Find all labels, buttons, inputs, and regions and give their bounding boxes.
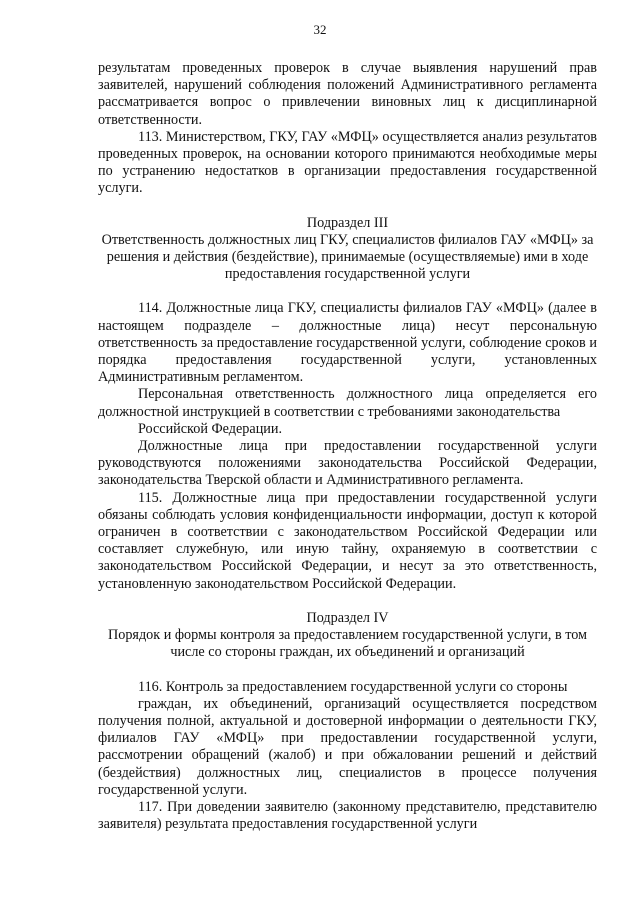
paragraph-114: 114. Должностные лица ГКУ, специалисты филиалов ГАУ «МФЦ» (далее в настоящем подразделе – должностные лица) несут персональную ответственность за предоставление государственной услуги, соблюдение сроков и порядка предоставления государственной услуги, установленных Административным регламентом. xyxy=(98,300,597,386)
spacer xyxy=(98,283,597,300)
document-body xyxy=(98,60,597,833)
spacer xyxy=(98,198,597,215)
page-number: 32 xyxy=(313,22,327,37)
paragraph-continuation: результатам проведенных проверок в случае выявления нарушений прав заявителей, нарушений соблюдения положений Административного регламента рассматривается вопрос о привлечении виновных лиц к дисциплинарной ответственности. xyxy=(98,60,597,128)
paragraph-116: граждан, их объединений, организаций осуществляется посредством получения полной, актуальной и достоверной информации о деятельности ГКУ, филиалов ГАУ «МФЦ» при предоставлении государственной услуги, рассмотрении обращений (жалоб) и при обжаловании решений и действий (бездействия) должностных лиц, специалистов в процессе получения государственной услуги. xyxy=(98,695,597,798)
paragraph-personal-responsibility-tail: Российской Федерации. xyxy=(138,420,283,437)
subsection-4-title: Подраздел IV xyxy=(306,609,389,626)
paragraph-officials-guided: Должностные лица при предоставлении государственной услуги руководствуются положениями законодательства Российской Федерации, законодательства Тверской области и Административного регламента. xyxy=(98,438,597,489)
paragraph-116-first-line: 116. Контроль за предоставлением государственной услуги со стороны xyxy=(138,678,568,695)
spacer xyxy=(98,593,597,610)
paragraph-117: 117. При доведении заявителю (законному представителю, представителю заявителя) результата предоставления государственной услуги xyxy=(98,798,597,833)
paragraph-113: 113. Министерством, ГКУ, ГАУ «МФЦ» осуществляется анализ результатов проведенных проверок, на основании которого принимаются необходимые меры по устранению недостатков в организации предоставления государственной услуги. xyxy=(98,128,597,197)
spacer xyxy=(98,662,597,679)
subsection-3-subtitle: Ответственность должностных лиц ГКУ, специалистов филиалов ГАУ «МФЦ» за решения и действия (бездействие), принимаемые (осуществляемые) ими в ходе предоставления государственной услуги xyxy=(101,231,594,283)
subsection-4-subtitle: Порядок и формы контроля за предоставлением государственной услуги, в том числе со стороны граждан, их объединений и организаций xyxy=(107,627,588,661)
paragraph-115: 115. Должностные лица при предоставлении государственной услуги обязаны соблюдать условия конфиденциальности информации, доступ к которой ограничен в соответствии с законодательством Российской Федерации или составляет служебную, или иную тайну, охраняемую в соответствии с законодательством Российской Федерации, и несут за это ответственность, установленную законодательством Российской Федерации. xyxy=(98,489,597,592)
paragraph-personal-responsibility: Персональная ответственность должностного лица определяется его должностной инструкцией в соответствии с требованиями законодательства xyxy=(98,386,597,420)
subsection-3-title: Подраздел III xyxy=(306,214,389,231)
